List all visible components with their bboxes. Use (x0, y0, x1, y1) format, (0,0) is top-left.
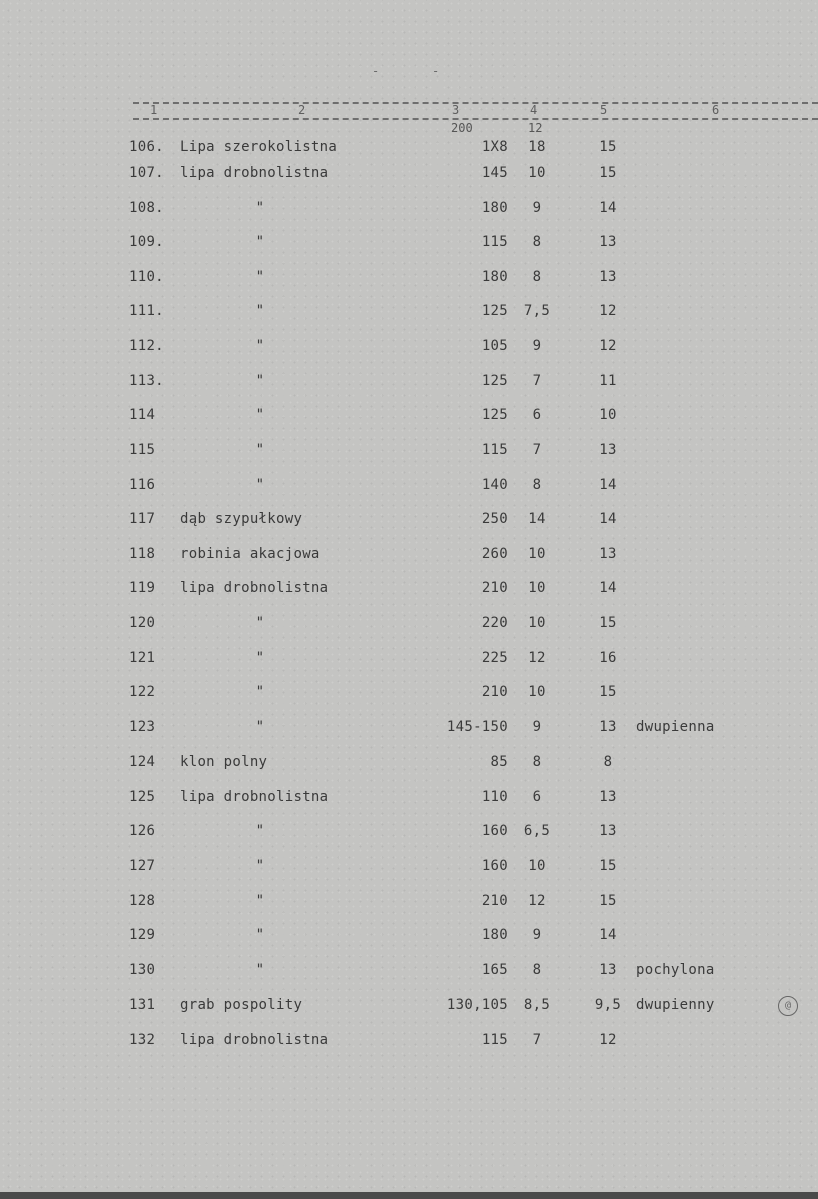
row-number: 109. (129, 234, 164, 250)
row-number: 110. (129, 269, 164, 285)
height-value: 9 (532, 927, 542, 943)
ditto-mark: " (255, 442, 265, 458)
row-number: 106. (129, 139, 164, 155)
header-col-3: 3 (452, 103, 460, 117)
circumference-value: 210 (481, 684, 508, 700)
circumference-value: 115 (481, 234, 508, 250)
circumference-value: 180 (481, 269, 508, 285)
species-name: robinia akacjowa (180, 546, 320, 562)
species-name: lipa drobnolistna (180, 1032, 329, 1048)
circumference-value: 220 (481, 615, 508, 631)
circumference-value: 250 (481, 511, 508, 527)
table-row (0, 269, 818, 289)
row-number: 108. (129, 200, 164, 216)
crown-value: 11 (599, 373, 617, 389)
circumference-value: 1X8 (481, 139, 508, 155)
height-value: 8,5 (523, 997, 551, 1013)
ditto-mark: " (255, 962, 265, 978)
crown-value: 13 (599, 442, 617, 458)
crown-value: 13 (599, 823, 617, 839)
row-number: 119 (129, 580, 156, 596)
species-name: lipa drobnolistna (180, 580, 329, 596)
height-value: 7 (532, 1032, 542, 1048)
subheader-col-4: 12 (528, 121, 543, 135)
height-value: 18 (528, 139, 546, 155)
ditto-mark: " (255, 719, 265, 735)
height-value: 9 (532, 200, 542, 216)
table-row (0, 927, 818, 947)
crown-value: 13 (599, 789, 617, 805)
height-value: 6 (532, 789, 542, 805)
table-row (0, 200, 818, 220)
ditto-mark: " (255, 615, 265, 631)
ditto-mark: " (255, 303, 265, 319)
row-number: 122 (129, 684, 156, 700)
row-number: 130 (129, 962, 156, 978)
remarks: pochylona (636, 962, 715, 978)
crown-value: 12 (599, 303, 617, 319)
header-col-1: 1 (150, 103, 158, 117)
species-name: klon polny (180, 754, 268, 770)
table-row (0, 893, 818, 913)
row-number: 116 (129, 477, 156, 493)
circumference-value: 140 (481, 477, 508, 493)
table-row (0, 997, 818, 1017)
height-value: 9 (532, 719, 542, 735)
row-number: 129 (129, 927, 156, 943)
row-number: 126 (129, 823, 156, 839)
table-row (0, 823, 818, 843)
row-number: 131 (129, 997, 156, 1013)
crown-value: 14 (599, 511, 617, 527)
subheader-col-3: 200 (451, 121, 473, 135)
remarks: dwupienna (636, 719, 715, 735)
ditto-mark: " (255, 269, 265, 285)
circumference-value: 125 (481, 373, 508, 389)
table-row (0, 615, 818, 635)
circumference-value: 225 (481, 650, 508, 666)
height-value: 10 (528, 615, 546, 631)
crown-value: 13 (599, 962, 617, 978)
height-value: 6 (532, 407, 542, 423)
scan-bottom-edge (0, 1192, 818, 1199)
height-value: 10 (528, 858, 546, 874)
circumference-value: 260 (481, 546, 508, 562)
row-number: 112. (129, 338, 164, 354)
header-rule-bottom (133, 118, 818, 120)
crown-value: 9,5 (594, 997, 622, 1013)
height-value: 8 (532, 754, 542, 770)
table-row (0, 719, 818, 739)
ditto-mark: " (255, 200, 265, 216)
row-number: 123 (129, 719, 156, 735)
ditto-mark: " (255, 927, 265, 943)
crown-value: 14 (599, 477, 617, 493)
row-number: 120 (129, 615, 156, 631)
crown-value: 14 (599, 200, 617, 216)
table-row (0, 858, 818, 878)
circumference-value: 85 (490, 754, 508, 770)
header-col-2: 2 (298, 103, 306, 117)
height-value: 8 (532, 962, 542, 978)
circumference-value: 165 (481, 962, 508, 978)
row-number: 117 (129, 511, 156, 527)
crown-value: 15 (599, 893, 617, 909)
circumference-value: 115 (481, 1032, 508, 1048)
crown-value: 15 (599, 684, 617, 700)
crown-value: 13 (599, 269, 617, 285)
row-number: 118 (129, 546, 156, 562)
crown-value: 16 (599, 650, 617, 666)
table-row (0, 789, 818, 809)
circumference-value: 125 (481, 407, 508, 423)
table-row (0, 754, 818, 774)
table-row (0, 139, 818, 159)
circumference-value: 110 (481, 789, 508, 805)
row-number: 115 (129, 442, 156, 458)
species-name: lipa drobnolistna (180, 789, 329, 805)
crown-value: 8 (603, 754, 613, 770)
circumference-value: 180 (481, 200, 508, 216)
circumference-value: 145 (481, 165, 508, 181)
crown-value: 12 (599, 338, 617, 354)
species-name: grab pospolity (180, 997, 303, 1013)
crown-value: 15 (599, 858, 617, 874)
ditto-mark: " (255, 407, 265, 423)
circumference-value: 160 (481, 858, 508, 874)
header-col-5: 5 (600, 103, 608, 117)
height-value: 12 (528, 893, 546, 909)
ditto-mark: " (255, 477, 265, 493)
circumference-value: 115 (481, 442, 508, 458)
table-row (0, 234, 818, 254)
crown-value: 14 (599, 580, 617, 596)
header-col-6: 6 (712, 103, 720, 117)
height-value: 14 (528, 511, 546, 527)
row-number: 113. (129, 373, 164, 389)
table-row (0, 684, 818, 704)
height-value: 10 (528, 684, 546, 700)
crown-value: 14 (599, 927, 617, 943)
ditto-mark: " (255, 338, 265, 354)
ditto-mark: " (255, 684, 265, 700)
row-number: 114 (129, 407, 156, 423)
species-name: Lipa szerokolistna (180, 139, 338, 155)
height-value: 10 (528, 165, 546, 181)
top-mark-1: - (372, 64, 380, 78)
row-number: 125 (129, 789, 156, 805)
ditto-mark: " (255, 893, 265, 909)
crown-value: 10 (599, 407, 617, 423)
crown-value: 13 (599, 234, 617, 250)
circumference-value: 145-150 (446, 719, 508, 735)
height-value: 9 (532, 338, 542, 354)
circumference-value: 130,105 (446, 997, 508, 1013)
ditto-mark: " (255, 373, 265, 389)
table-row (0, 373, 818, 393)
height-value: 7,5 (523, 303, 551, 319)
crown-value: 13 (599, 719, 617, 735)
margin-mark: @ (778, 996, 798, 1016)
species-name: lipa drobnolistna (180, 165, 329, 181)
row-number: 124 (129, 754, 156, 770)
height-value: 6,5 (523, 823, 551, 839)
row-number: 121 (129, 650, 156, 666)
ditto-mark: " (255, 234, 265, 250)
table-row (0, 477, 818, 497)
remarks: dwupienny (636, 997, 715, 1013)
header-col-4: 4 (530, 103, 538, 117)
height-value: 7 (532, 442, 542, 458)
table-row (0, 407, 818, 427)
height-value: 10 (528, 580, 546, 596)
row-number: 128 (129, 893, 156, 909)
row-number: 111. (129, 303, 164, 319)
top-mark-2: - (432, 64, 440, 78)
table-row (0, 580, 818, 600)
ditto-mark: " (255, 823, 265, 839)
height-value: 8 (532, 477, 542, 493)
species-name: dąb szypułkowy (180, 511, 303, 527)
table-row (0, 338, 818, 358)
table-row (0, 511, 818, 531)
table-row (0, 165, 818, 185)
crown-value: 15 (599, 615, 617, 631)
height-value: 8 (532, 269, 542, 285)
circumference-value: 160 (481, 823, 508, 839)
ditto-mark: " (255, 650, 265, 666)
row-number: 132 (129, 1032, 156, 1048)
table-row (0, 303, 818, 323)
height-value: 7 (532, 373, 542, 389)
crown-value: 13 (599, 546, 617, 562)
crown-value: 15 (599, 165, 617, 181)
row-number: 127 (129, 858, 156, 874)
circumference-value: 105 (481, 338, 508, 354)
height-value: 10 (528, 546, 546, 562)
height-value: 8 (532, 234, 542, 250)
ditto-mark: " (255, 858, 265, 874)
circumference-value: 125 (481, 303, 508, 319)
table-row (0, 962, 818, 982)
circumference-value: 210 (481, 893, 508, 909)
table-row (0, 442, 818, 462)
row-number: 107. (129, 165, 164, 181)
crown-value: 15 (599, 139, 617, 155)
crown-value: 12 (599, 1032, 617, 1048)
table-row (0, 650, 818, 670)
height-value: 12 (528, 650, 546, 666)
circumference-value: 180 (481, 927, 508, 943)
table-row (0, 1032, 818, 1052)
table-row (0, 546, 818, 566)
circumference-value: 210 (481, 580, 508, 596)
